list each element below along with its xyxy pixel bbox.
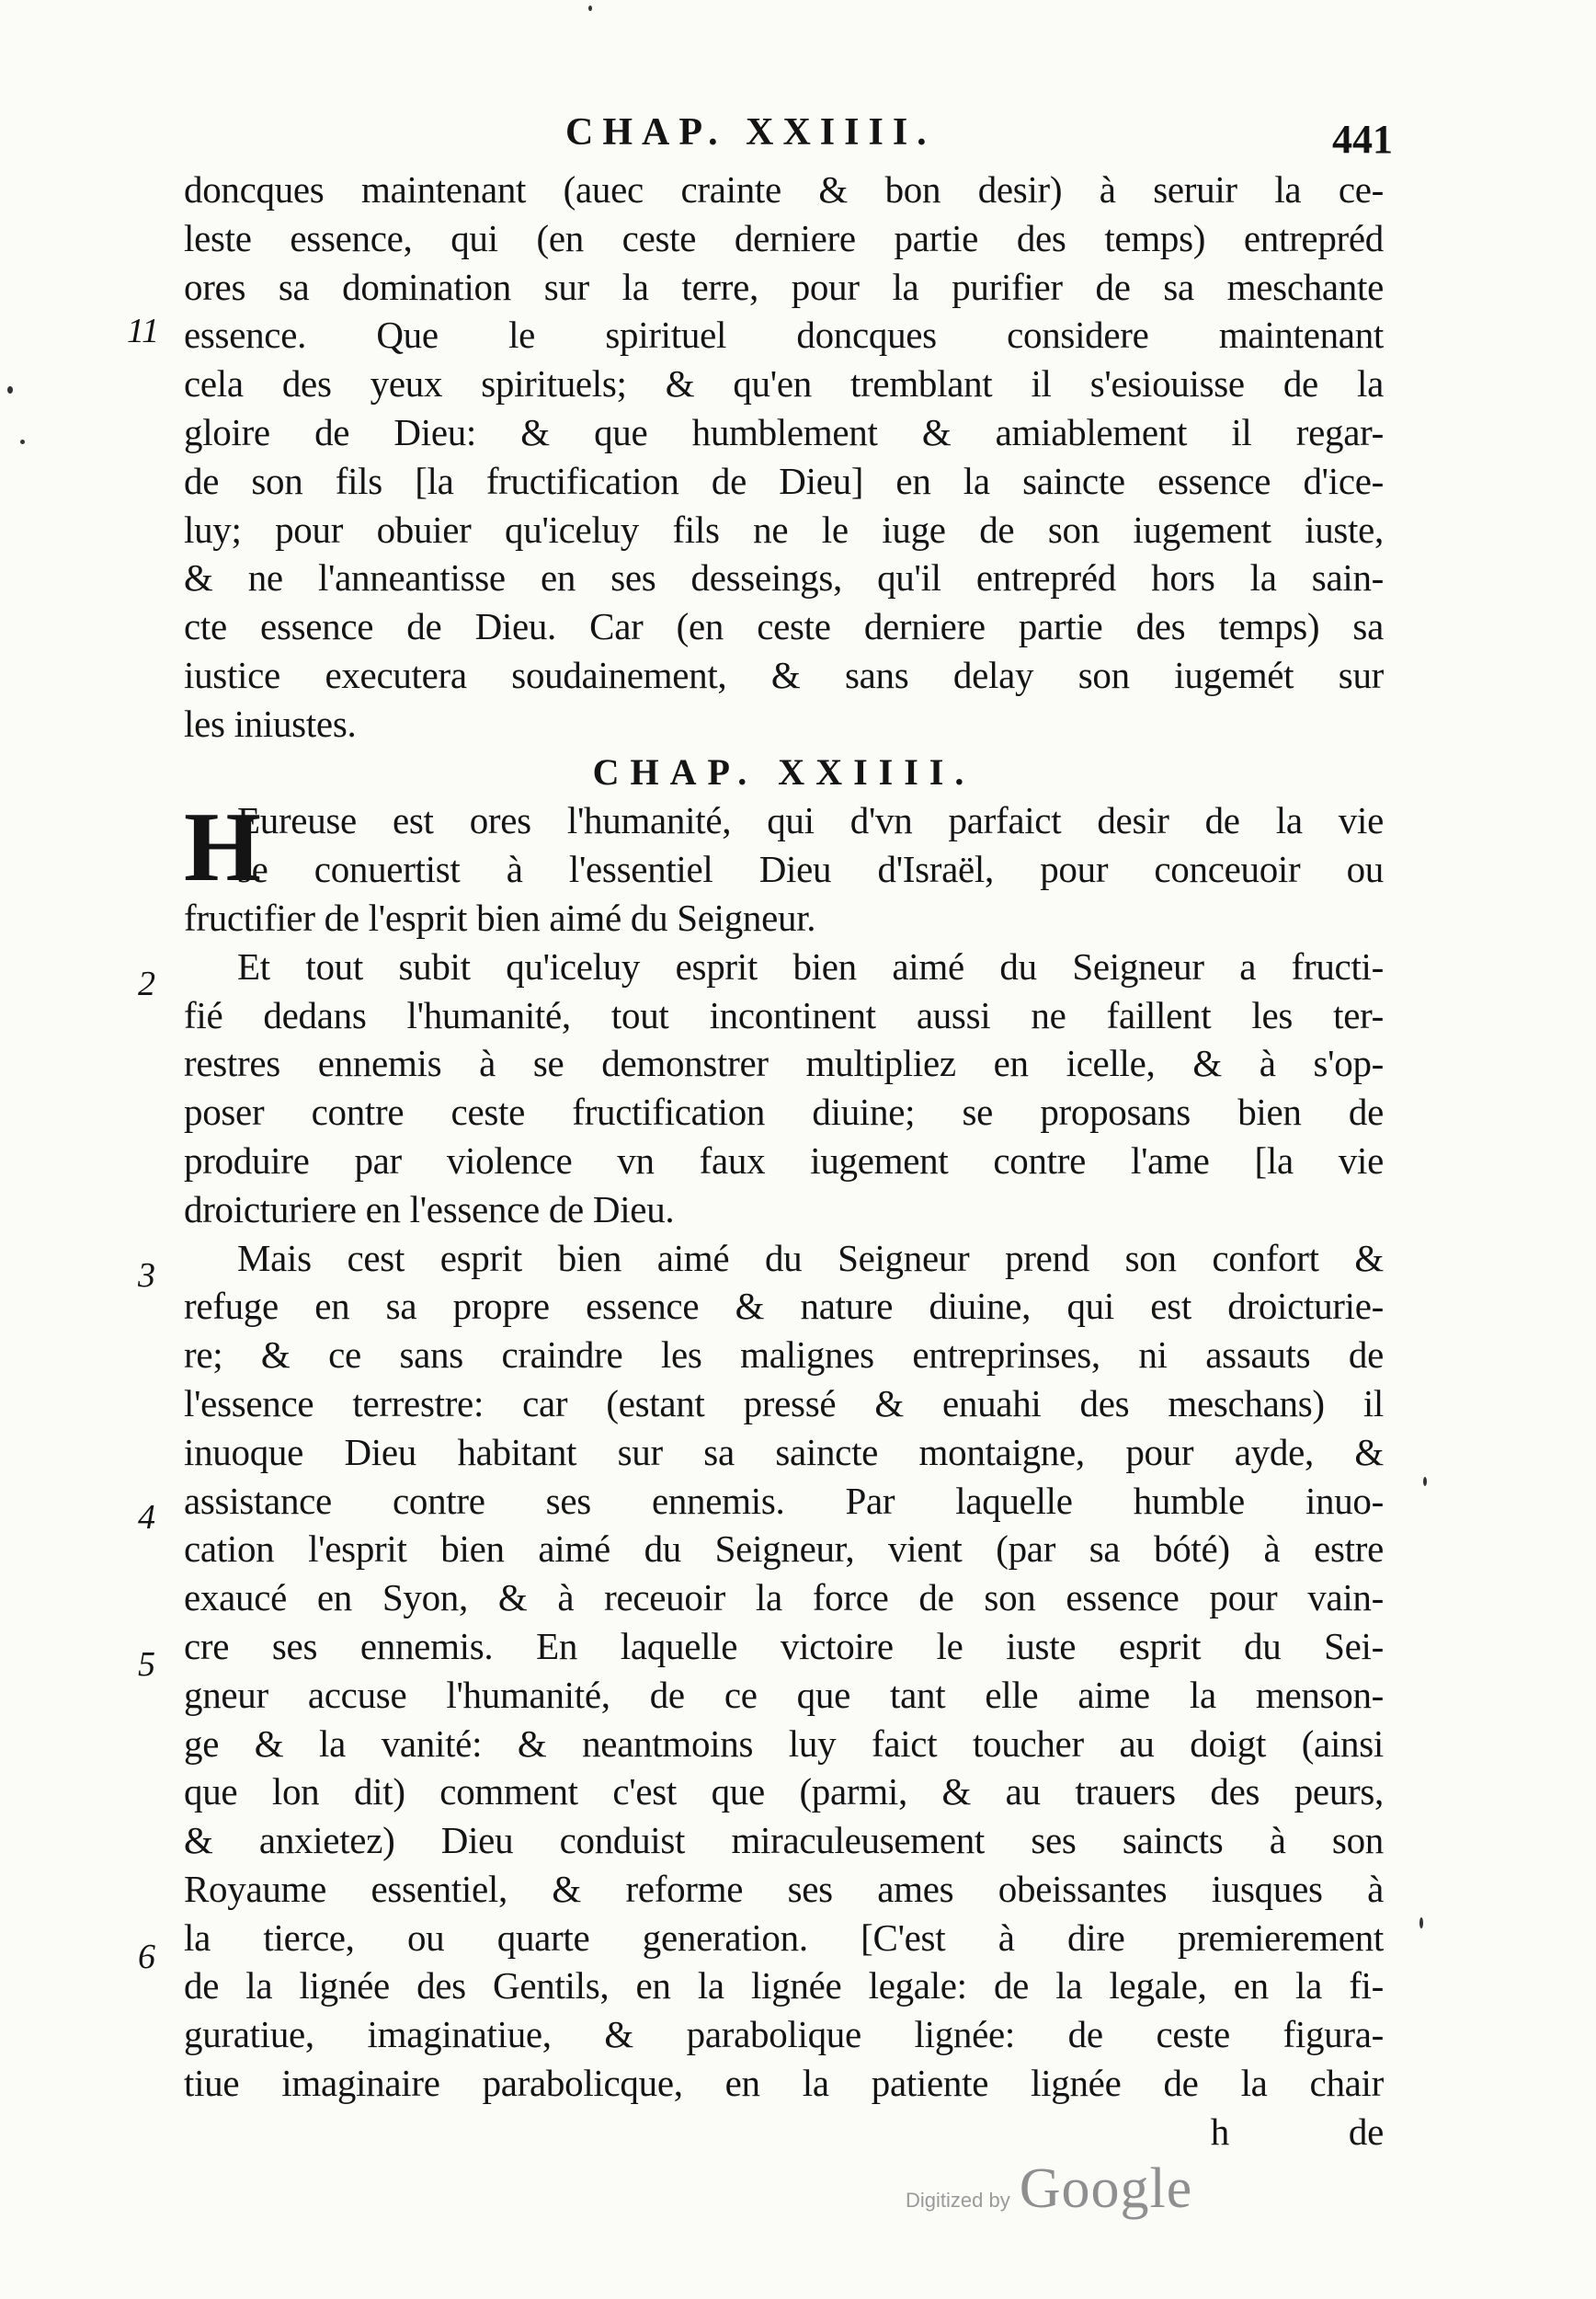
text-line: luy; pour obuier qu'iceluy fils ne le iuge de son iugement iuste, (184, 508, 1384, 551)
text-line: que lon dit) comment c'est que (parmi, & au trauers des peurs, (184, 1770, 1384, 1813)
text-line: refuge en sa propre essence & nature diuine, qui est droicturie- (184, 1285, 1384, 1328)
margin-number-5: 5 (138, 1645, 155, 1684)
text-line: la tierce, ou quarte generation. [C'est à dire premierement (184, 1916, 1384, 1959)
page-number: 441 (1332, 117, 1393, 162)
text-line: droicturiere en l'essence de Dieu. (184, 1187, 675, 1230)
text-line: & ne l'anneantisse en ses desseings, qu'il entrepréd hors la sain- (184, 556, 1384, 600)
text-line: iustice executera soudainement, & sans delay son iugemét sur (184, 653, 1384, 696)
text-line: leste essence, qui (en ceste derniere partie des temps) entrepréd (184, 216, 1384, 259)
text-line: ge & la vanité: & neantmoins luy faict toucher au doigt (ainsi (184, 1721, 1384, 1765)
text-line: guratiue, imaginatiue, & parabolique lignée: de ceste figura- (184, 2013, 1384, 2056)
text-line: de la lignée des Gentils, en la lignée legale: de la legale, en la fi- (184, 1964, 1384, 2007)
text-line: exaucé en Syon, & à receuoir la force de son essence pour vain- (184, 1576, 1384, 1619)
text-line: cte essence de Dieu. Car (en ceste derniere partie des temps) sa (184, 605, 1384, 648)
text-line: tiue imaginaire parabolicque, en la patiente lignée de la chair (184, 2062, 1384, 2105)
ink-speck (1423, 1477, 1427, 1486)
margin-number-6: 6 (138, 1938, 155, 1976)
text-line: doncques maintenant (auec crainte & bon desir) à seruir la ce- (184, 168, 1384, 211)
text-line: cation l'esprit bien aimé du Seigneur, vient (par sa bóté) à estre (184, 1527, 1384, 1571)
text-line: ores sa domination sur la terre, pour la purifier de sa meschante (184, 265, 1384, 308)
text-line: Royaume essentiel, & reforme ses ames obeissantes iusques à (184, 1867, 1384, 1910)
running-title: CHAP. XXIIII. (565, 111, 936, 154)
text-line: inuoque Dieu habitant sur sa saincte montaigne, pour ayde, & (184, 1430, 1384, 1473)
text-line: fié dedans l'humanité, tout incontinent aussi ne faillent les ter- (184, 993, 1384, 1036)
chapter-heading: CHAP. XXIIII. (592, 750, 975, 793)
text-line: gloire de Dieu: & que humblement & amiablement il regar- (184, 410, 1384, 453)
text-line: l'essence terrestre: car (estant pressé & enuahi des meschans) il (184, 1381, 1384, 1424)
margin-number-2: 2 (138, 965, 155, 1003)
digitized-by-text: Digitized by (906, 2189, 1010, 2212)
ink-speck (588, 6, 592, 11)
text-line: & anxietez) Dieu conduist miraculeusement ses saincts à son (184, 1819, 1384, 1862)
text-line: Mais cest esprit bien aimé du Seigneur prend son confort & (237, 1236, 1384, 1279)
text-line: fructifier de l'esprit bien aimé du Seigneur. (184, 896, 816, 939)
text-line: cre ses ennemis. En laquelle victoire le iuste esprit du Sei- (184, 1624, 1384, 1667)
digitized-by-google (906, 2156, 1193, 2220)
google-logo: Google (1019, 2157, 1193, 2220)
text-line: Et tout subit qu'iceluy esprit bien aimé du Seigneur a fructi- (237, 944, 1384, 988)
text-line: poser contre ceste fructification diuine; se proposans bien de (184, 1091, 1384, 1134)
text-line: les iniustes. (184, 702, 357, 745)
text-line: produire par violence vn faux iugement contre l'ame [la vie (184, 1138, 1384, 1182)
text-line: se conuertist à l'essentiel Dieu d'Israël, pour conceuoir ou (237, 848, 1384, 891)
text-line: de son fils [la fructification de Dieu] en la saincte essence d'ice- (184, 459, 1384, 502)
margin-number-11: 11 (127, 312, 160, 350)
ink-speck (7, 386, 13, 394)
ink-speck (20, 440, 25, 444)
margin-number-3: 3 (138, 1256, 155, 1295)
text-line: restres ennemis à se demonstrer multipliez en icelle, & à s'op- (184, 1042, 1384, 1085)
text-line: cela des yeux spirituels; & qu'en tremblant il s'esiouisse de la (184, 362, 1384, 406)
text-line: Eureuse est ores l'humanité, qui d'vn parfaict desir de la vie (237, 799, 1384, 842)
page-header (565, 110, 1393, 166)
text-line: re; & ce sans craindre les malignes entreprinses, ni assauts de (184, 1333, 1384, 1377)
text-line: gneur accuse l'humanité, de ce que tant elle aime la menson- (184, 1673, 1384, 1716)
drop-capital: H (184, 793, 261, 903)
ink-speck (1419, 1917, 1423, 1928)
margin-number-4: 4 (138, 1498, 155, 1537)
text-line: assistance contre ses ennemis. Par laquelle humble inuo- (184, 1479, 1384, 1522)
body-text (184, 166, 1384, 2156)
text-line: essence. Que le spirituel doncques considere maintenant (184, 314, 1384, 357)
catchword: h de (1210, 2110, 1384, 2153)
